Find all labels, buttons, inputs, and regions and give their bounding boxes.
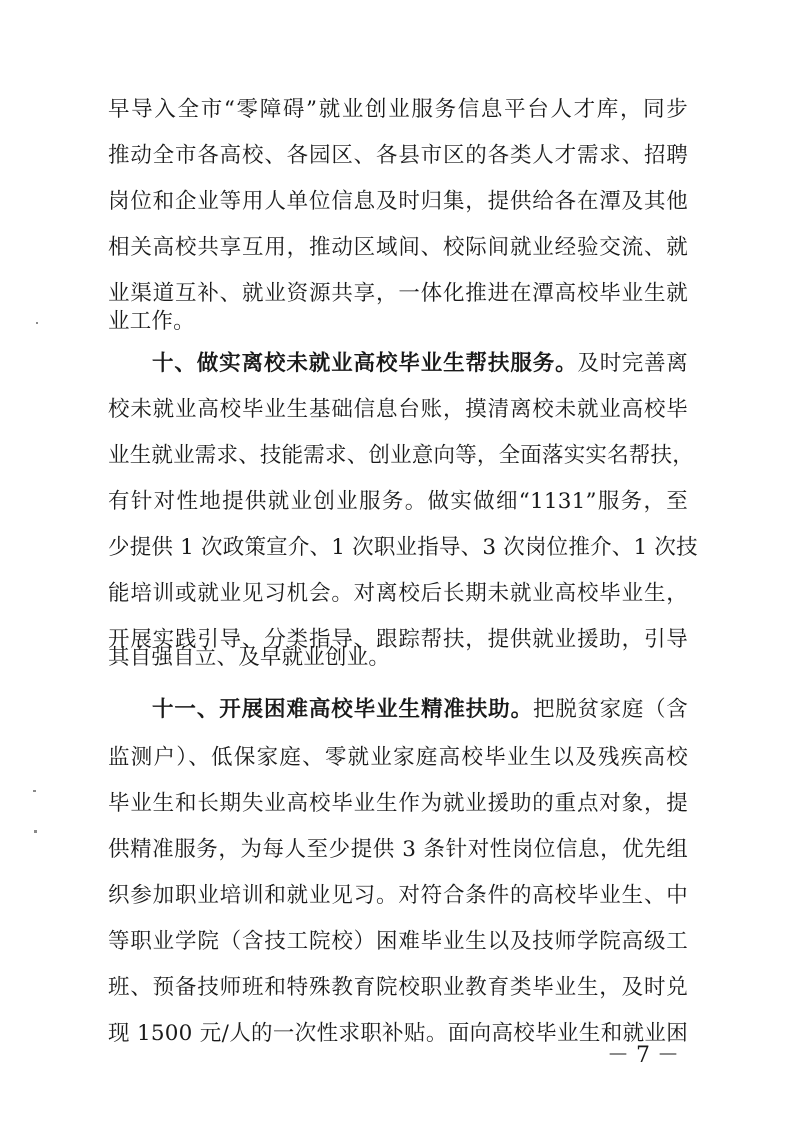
paragraph-line: 少提供 1 次政策宣介、1 次职业指导、3 次岗位推介、1 次技: [108, 535, 698, 560]
scan-speck: [34, 830, 37, 833]
paragraph-line: 监测户）、低保家庭、零就业家庭高校毕业生以及残疾高校: [108, 745, 688, 770]
section-11-heading: 十一、开展困难高校毕业生精准扶助。: [152, 697, 534, 722]
paragraph-line: 班、预备技师班和特殊教育院校职业教育类毕业生，及时兑: [108, 975, 688, 1000]
paragraph-line: 现 1500 元/人的一次性求职补贴。面向高校毕业生和就业困: [108, 1021, 688, 1046]
paragraph-line: 开展实践引导、分类指导、跟踪帮扶，提供就业援助，引导: [108, 627, 688, 652]
paragraph-line: 织参加职业培训和就业见习。对符合条件的高校毕业生、中: [108, 883, 688, 908]
paragraph-line-last: 业工作。: [108, 309, 195, 334]
paragraph-line: 业渠道互补、就业资源共享，一体化推进在潭高校毕业生就: [108, 281, 688, 306]
section-11-first-line: [152, 696, 688, 724]
section-10-first-line-text: 及时完善离: [577, 351, 688, 376]
paragraph-line: 相关高校共享互用，推动区域间、校际间就业经验交流、就: [108, 235, 688, 260]
paragraph-line: 推动全市各高校、各园区、各县市区的各类人才需求、招聘: [108, 143, 688, 168]
section-10-first-line: [152, 350, 688, 378]
scan-speck: [33, 790, 36, 792]
paragraph-line: 毕业生和长期失业高校毕业生作为就业援助的重点对象，提: [108, 791, 688, 816]
paragraph-line: 早导入全市“零障碍”就业创业服务信息平台人才库，同步: [108, 97, 688, 122]
paragraph-line: 校未就业高校毕业生基础信息台账，摸清离校未就业高校毕: [108, 397, 688, 422]
section-10-heading: 十、做实离校未就业高校毕业生帮扶服务。: [152, 351, 578, 376]
paragraph-line: 能培训或就业见习机会。对离校后长期未就业高校毕业生，: [108, 581, 688, 606]
section-11-first-line-text: 把脱贫家庭（含: [533, 697, 688, 722]
paragraph-line: 等职业学院（含技工院校）困难毕业生以及技师学院高级工: [108, 929, 688, 954]
paragraph-line: 业生就业需求、技能需求、创业意向等，全面落实实名帮扶，: [108, 443, 694, 468]
paragraph-line: 有针对性地提供就业创业服务。做实做细“1131”服务，至: [108, 489, 688, 514]
scan-speck: [36, 322, 38, 324]
paragraph-line: 岗位和企业等用人单位信息及时归集，提供给各在潭及其他: [108, 189, 688, 214]
paragraph-line-last: 其自强自立、及早就业创业。: [108, 645, 391, 670]
paragraph-line: 供精准服务，为每人至少提供 3 条针对性岗位信息，优先组: [108, 837, 688, 862]
page-number: － 7 －: [607, 1043, 679, 1068]
